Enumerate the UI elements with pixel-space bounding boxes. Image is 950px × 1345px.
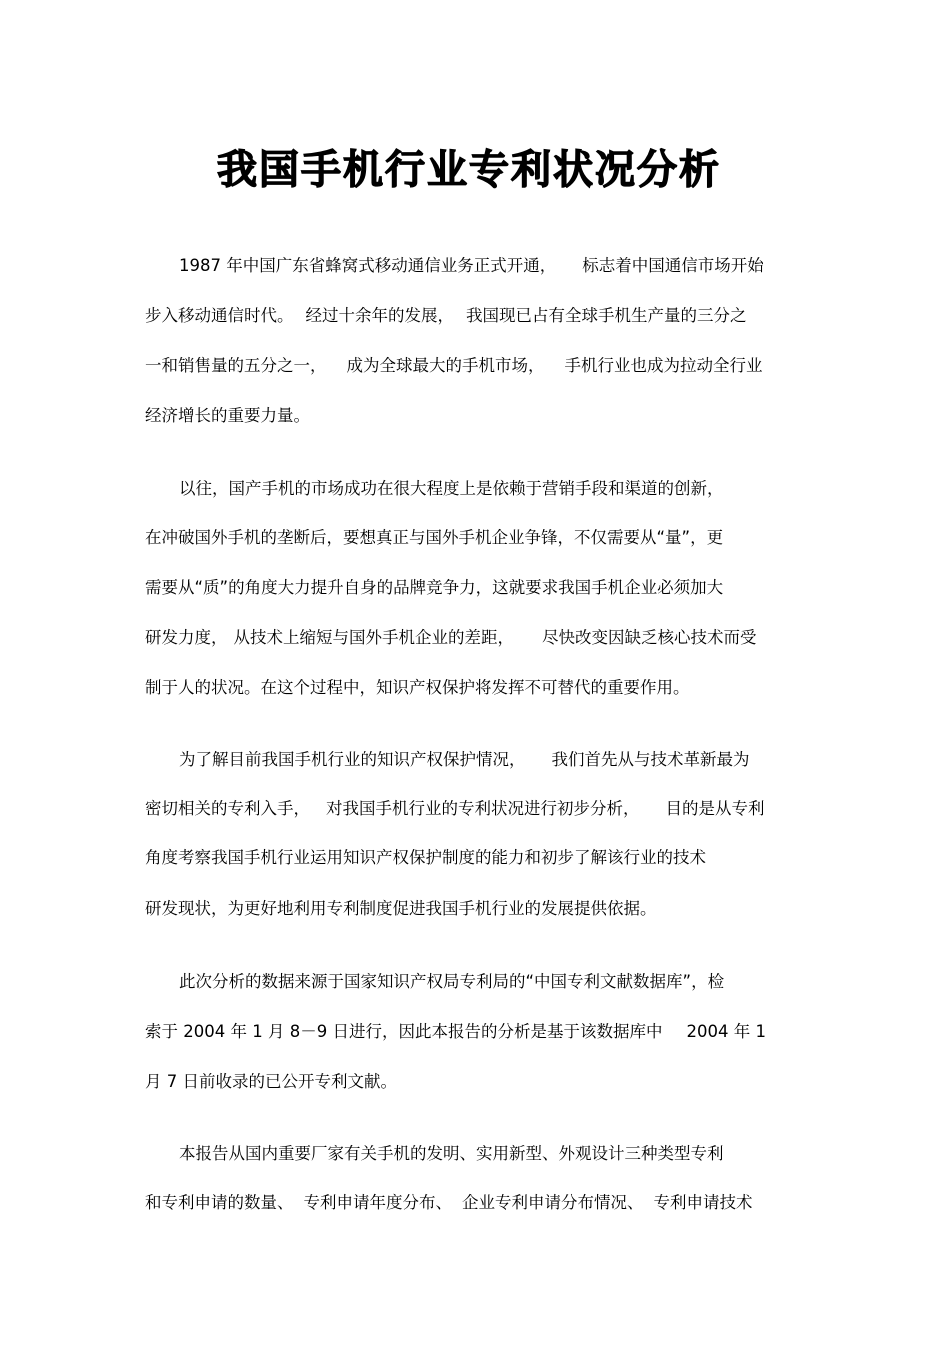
text-segment: 需要从“质”的角度大力提升自身的品牌竞争力，这就要求我国手机企业必须加大 [145, 578, 724, 597]
text-segment: 手机行业也成为拉动全行业 [564, 356, 763, 375]
paragraph-2-line-1 [179, 477, 805, 501]
text-segment: 标志着中国通信市场开始 [582, 256, 764, 275]
text-segment: 在冲破国外手机的垄断后，要想真正与国外手机企业争锋，不仅需要从“量”，更 [145, 528, 724, 547]
paragraph-3-line-4 [145, 897, 805, 921]
paragraph-2-line-4 [145, 626, 805, 650]
paragraph-1-line-2 [145, 304, 805, 328]
text-segment: 步入移动通信时代。 [145, 306, 294, 325]
paragraph-4-line-3 [145, 1070, 805, 1094]
paragraph-2-line-5 [145, 676, 805, 700]
text-segment: 索于 2004 年 1 月 8－9 日进行，因此本报告的分析是基于该数据库中 [145, 1022, 663, 1041]
text-segment: 专利申请技术 [653, 1193, 753, 1212]
paragraph-2-line-2 [145, 526, 805, 550]
text-segment: 企业专利申请分布情况、 [462, 1193, 644, 1212]
paragraph-2-line-3 [145, 576, 805, 600]
text-segment: 以往，国产手机的市场成功在很大程度上是依赖于营销手段和渠道的创新， [179, 479, 724, 498]
text-segment: 为了解目前我国手机行业的知识产权保护情况， [179, 750, 526, 769]
text-segment: 我国现已占有全球手机生产量的三分之 [466, 306, 747, 325]
paragraph-3-line-3 [145, 846, 805, 870]
text-segment: 研发力度， [145, 628, 228, 647]
text-segment: 此次分析的数据来源于国家知识产权局专利局的“中国专利文献数据库”，检 [179, 972, 725, 991]
paragraph-1-line-4 [145, 404, 805, 428]
text-segment: 成为全球最大的手机市场， [346, 356, 545, 375]
text-segment: 经济增长的重要力量。 [145, 406, 310, 425]
text-segment: 对我国手机行业的专利状况进行初步分析， [326, 799, 640, 818]
text-segment: 密切相关的专利入手， [145, 799, 310, 818]
paragraph-1-line-3 [145, 354, 805, 378]
paragraph-3-line-1 [179, 748, 805, 772]
text-segment: 角度考察我国手机行业运用知识产权保护制度的能力和初步了解该行业的技术 [145, 848, 706, 867]
text-segment: 和专利申请的数量、 [145, 1193, 294, 1212]
paragraph-4-line-2 [145, 1020, 805, 1044]
text-segment: 经过十余年的发展， [305, 306, 454, 325]
paragraph-5-line-1 [179, 1142, 805, 1166]
text-segment: 制于人的状况。在这个过程中，知识产权保护将发挥不可替代的重要作用。 [145, 678, 690, 697]
paragraph-4-line-1 [179, 970, 805, 994]
text-segment: 专利申请年度分布、 [303, 1193, 452, 1212]
text-segment: 我们首先从与技术革新最为 [551, 750, 750, 769]
text-segment: 从技术上缩短与国外手机企业的差距， [233, 628, 514, 647]
text-segment: 月 7 日前收录的已公开专利文献。 [145, 1072, 397, 1091]
paragraph-1-line-1 [179, 254, 805, 278]
text-segment: 目的是从专利 [665, 799, 765, 818]
paragraph-3-line-2 [145, 797, 805, 821]
text-segment: 1987 年中国广东省蜂窝式移动通信业务正式开通， [179, 256, 557, 275]
document-title: 我国手机行业专利状况分析 [217, 147, 721, 193]
text-segment: 一和销售量的五分之一， [145, 356, 327, 375]
text-segment: 本报告从国内重要厂家有关手机的发明、实用新型、外观设计三种类型专利 [179, 1144, 724, 1163]
text-segment: 研发现状，为更好地利用专利制度促进我国手机行业的发展提供依据。 [145, 899, 657, 918]
paragraph-5-line-2 [145, 1191, 805, 1215]
text-segment: 尽快改变因缺乏核心技术而受 [542, 628, 757, 647]
text-segment: 2004 年 1 [686, 1022, 766, 1041]
